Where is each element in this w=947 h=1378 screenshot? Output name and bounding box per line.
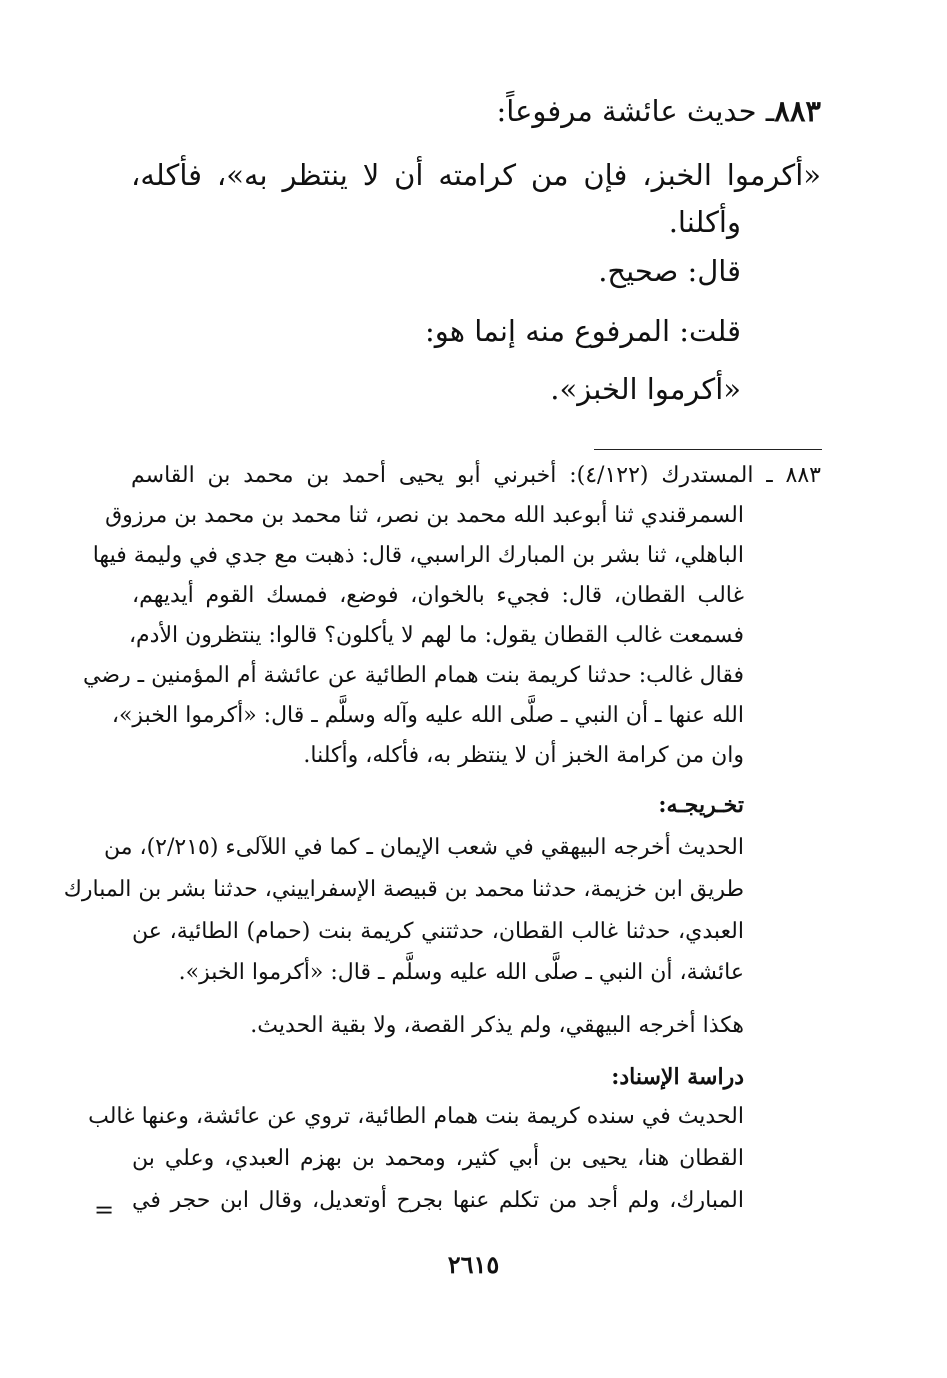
- takhrij-line-4: عائشة، أن النبي ـ صلَّى الله عليه وسلَّم ـ قال: «أكرموا الخبز».: [178, 960, 744, 985]
- footnote-line-2: السمرقندي ثنا أبوعبد الله محمد بن نصر، ثنا محمد بن محمد بن مرزوق: [105, 503, 744, 528]
- footnote-line-8: وان من كرامة الخبز أن لا ينتظر به، فأكله، وأكلنا.: [303, 743, 744, 768]
- page-number: ٢٦١٥: [447, 1250, 500, 1279]
- footnote-separator: [594, 449, 822, 450]
- isnad-line-3: المبارك، ولم أجد من تكلم عنها بجرح أوتعديل، وقال ابن حجر في: [132, 1188, 744, 1213]
- marfu-text: «أكرموا الخبز».: [550, 372, 741, 406]
- footnote-line-1: ٨٨٣ ـ المستدرك (٤/١٢٢): أخبرني أبو يحيى أحمد بن محمد بن القاسم: [131, 463, 821, 488]
- hadith-number: ٨٨٣: [774, 94, 821, 128]
- footnote-line-6: فقال غالب: حدثنا كريمة بنت همام الطائية عن عائشة أم المؤمنين ـ رضي: [83, 663, 744, 688]
- isnad-title: دراسة الإسناد:: [611, 1064, 744, 1090]
- author-comment: قلت: المرفوع منه إنما هو:: [425, 314, 741, 348]
- hadith-text-line-1: «أكرموا الخبز، فإن من كرامته أن لا ينتظر به»، فأكله،: [131, 158, 821, 192]
- continuation-mark: =: [94, 1196, 115, 1224]
- takhrij-note: هكذا أخرجه البيهقي، ولم يذكر القصة، ولا بقية الحديث.: [250, 1013, 744, 1038]
- footnote-line-3: الباهلي، ثنا بشر بن المبارك الراسبي، قال: ذهبت مع جدي في وليمة فيها: [92, 543, 744, 568]
- takhrij-line-1: الحديث أخرجه البيهقي في شعب الإيمان ـ كما في اللآلىء (٢/٢١٥)، من: [103, 835, 744, 860]
- takhrij-title: تخـريجـه:: [658, 792, 744, 818]
- takhrij-line-2: طريق ابن خزيمة، حدثنا محمد بن قبيصة الإسفراييني، حدثنا بشر بن المبارك: [63, 877, 744, 902]
- hadith-heading-text: ـ حديث عائشة مرفوعاً:: [496, 94, 775, 128]
- hadith-heading: [497, 94, 822, 128]
- hadith-text-line-2: وأكلنا.: [668, 205, 741, 239]
- isnad-line-1: الحديث في سنده كريمة بنت همام الطائية، تروي عن عائشة، وعنها غالب: [88, 1104, 744, 1129]
- hadith-ruling: قال: صحيح.: [598, 254, 741, 288]
- takhrij-line-3: العبدي، حدثنا غالب القطان، حدثتني كريمة بنت (حمام) الطائية، عن: [132, 919, 744, 944]
- footnote-line-5: فسمعت غالب القطان يقول: ما لهم لا يأكلون؟ قالوا: ينتظرون الأدم،: [128, 623, 744, 648]
- footnote-line-7: الله عنها ـ أن النبي ـ صلَّى الله عليه وآله وسلَّم ـ قال: «أكرموا الخبز»،: [111, 703, 744, 728]
- footnote-line-4: غالب القطان، قال: فجيء بالخوان، فوضع، فمسك القوم أيديهم،: [132, 583, 744, 608]
- isnad-line-2: القطان هنا، يحيى بن أبي كثير، ومحمد بن بهزم العبدي، وعلي بن: [132, 1146, 744, 1171]
